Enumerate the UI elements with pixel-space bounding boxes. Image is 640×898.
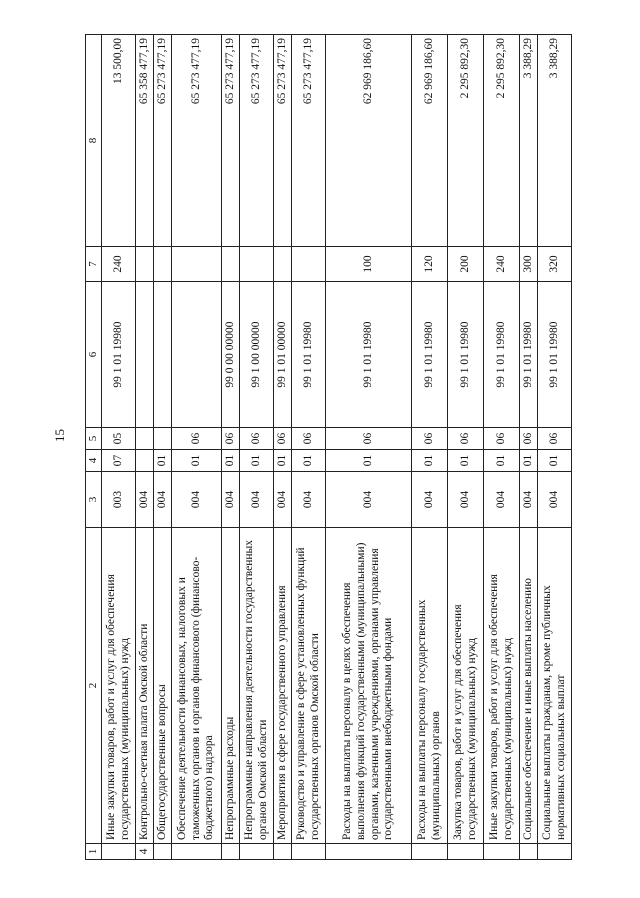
admin-code-cell: 004 [172,472,222,528]
amount-cell: 3 388,29 [520,35,538,247]
subsection-cell: 06 [484,428,520,450]
target-article-cell: 99 1 01 19980 [292,282,326,428]
target-article-cell [154,282,172,428]
amount-cell: 13 500,00 [102,35,136,247]
table-row [326,35,412,860]
row-number-cell [412,844,448,860]
subsection-cell: 06 [520,428,538,450]
expense-type-cell: 320 [538,247,572,282]
row-number-cell [240,844,274,860]
table-row [222,35,240,860]
header-cell: 7 [86,247,102,282]
row-number-cell [520,844,538,860]
table-row [172,35,222,860]
table-row [412,35,448,860]
section-cell: 01 [222,450,240,472]
admin-code-cell: 004 [520,472,538,528]
row-number-cell [326,844,412,860]
table-row [154,35,172,860]
amount-cell: 65 273 477,19 [172,35,222,247]
amount-cell: 65 273 477,19 [240,35,274,247]
target-article-cell [136,282,154,428]
item-name-cell: Обеспечение деятельности финансовых, налоговых и таможенных органов и органов финансового (финансово-бюджетного) надзора [172,528,222,844]
subsection-cell: 06 [326,428,412,450]
section-cell: 01 [292,450,326,472]
item-name-cell: Социальные выплаты гражданам, кроме публичных нормативных социальных выплат [538,528,572,844]
page-number: 15 [52,429,67,442]
section-cell [136,450,154,472]
section-cell: 01 [538,450,572,472]
expense-type-cell: 240 [484,247,520,282]
table-row [102,35,136,860]
subsection-cell: 06 [222,428,240,450]
item-name-cell: Контрольно-счетная палата Омской области [136,528,154,844]
item-name-cell: Социальное обеспечение и иные выплаты населению [520,528,538,844]
row-number-cell [274,844,292,860]
header-cell: 8 [86,35,102,247]
header-cell: 2 [86,528,102,844]
subsection-cell: 06 [240,428,274,450]
expense-type-cell [222,247,240,282]
section-cell: 01 [172,450,222,472]
section-cell: 01 [484,450,520,472]
amount-cell: 2 295 892,30 [484,35,520,247]
header-row [86,35,102,860]
table-row [538,35,572,860]
subsection-cell: 06 [538,428,572,450]
expense-type-cell [274,247,292,282]
amount-cell: 62 969 186,60 [326,35,412,247]
item-name-cell: Непрограммные направления деятельности государственных органов Омской области [240,528,274,844]
admin-code-cell: 004 [412,472,448,528]
row-number-cell [484,844,520,860]
admin-code-cell: 004 [136,472,154,528]
expense-type-cell [240,247,274,282]
admin-code-cell: 004 [538,472,572,528]
row-number-cell [448,844,484,860]
table-row [292,35,326,860]
subsection-cell [154,428,172,450]
amount-cell: 3 388,29 [538,35,572,247]
admin-code-cell: 004 [326,472,412,528]
item-name-cell: Расходы на выплаты персоналу в целях обеспечения выполнения функций государственными (муниципальными) органами, казенными учреждениями, органами управления государственными внебюджетными фондами [326,528,412,844]
item-name-cell: Закупка товаров, работ и услуг для обеспечения государственных (муниципальных) нужд [448,528,484,844]
table-row [274,35,292,860]
admin-code-cell: 004 [448,472,484,528]
subsection-cell: 06 [448,428,484,450]
admin-code-cell: 004 [484,472,520,528]
expense-type-cell [172,247,222,282]
expense-type-cell: 240 [102,247,136,282]
admin-code-cell: 004 [274,472,292,528]
target-article-cell: 99 1 00 00000 [240,282,274,428]
target-article-cell [172,282,222,428]
section-cell: 01 [274,450,292,472]
subsection-cell: 06 [274,428,292,450]
item-name-cell: Общегосударственные вопросы [154,528,172,844]
subsection-cell: 06 [412,428,448,450]
row-number-cell: 4 [136,844,154,860]
row-number-cell [102,844,136,860]
table-row [484,35,520,860]
amount-cell: 65 273 477,19 [154,35,172,247]
admin-code-cell: 004 [222,472,240,528]
amount-cell: 62 969 186,60 [412,35,448,247]
table-row [136,35,154,860]
admin-code-cell: 003 [102,472,136,528]
header-cell: 6 [86,282,102,428]
expense-type-cell [292,247,326,282]
expense-type-cell: 120 [412,247,448,282]
item-name-cell: Иные закупки товаров, работ и услуг для обеспечения государственных (муниципальных) нужд [102,528,136,844]
target-article-cell: 99 1 01 19980 [102,282,136,428]
amount-cell: 2 295 892,30 [448,35,484,247]
subsection-cell: 06 [292,428,326,450]
expense-type-cell [136,247,154,282]
table-row [448,35,484,860]
target-article-cell: 99 1 01 00000 [274,282,292,428]
target-article-cell: 99 0 00 00000 [222,282,240,428]
header-cell: 1 [86,844,102,860]
section-cell: 01 [412,450,448,472]
target-article-cell: 99 1 01 19980 [412,282,448,428]
row-number-cell [292,844,326,860]
admin-code-cell: 004 [154,472,172,528]
admin-code-cell: 004 [292,472,326,528]
section-cell: 01 [448,450,484,472]
row-number-cell [172,844,222,860]
item-name-cell: Иные закупки товаров, работ и услуг для обеспечения государственных (муниципальных) нужд [484,528,520,844]
expense-type-cell: 200 [448,247,484,282]
table-row [520,35,538,860]
admin-code-cell: 004 [240,472,274,528]
item-name-cell: Непрограммные расходы [222,528,240,844]
row-number-cell [538,844,572,860]
subsection-cell [136,428,154,450]
item-name-cell: Руководство и управление в сфере установленных функций государственных органов Омской области [292,528,326,844]
amount-cell: 65 358 477,19 [136,35,154,247]
row-number-cell [154,844,172,860]
expense-type-cell: 300 [520,247,538,282]
amount-cell: 65 273 477,19 [222,35,240,247]
section-cell: 01 [240,450,274,472]
target-article-cell: 99 1 01 19980 [538,282,572,428]
target-article-cell: 99 1 01 19980 [448,282,484,428]
amount-cell: 65 273 477,19 [274,35,292,247]
table-row [240,35,274,860]
row-number-cell [222,844,240,860]
target-article-cell: 99 1 01 19980 [484,282,520,428]
section-cell: 01 [154,450,172,472]
budget-table [85,34,572,860]
subsection-cell: 06 [172,428,222,450]
budget-table-container [85,35,613,860]
item-name-cell: Мероприятия в сфере государственного управления [274,528,292,844]
header-cell: 4 [86,450,102,472]
target-article-cell: 99 1 01 19980 [520,282,538,428]
section-cell: 01 [326,450,412,472]
expense-type-cell: 100 [326,247,412,282]
amount-cell: 65 273 477,19 [292,35,326,247]
section-cell: 01 [520,450,538,472]
section-cell: 07 [102,450,136,472]
header-cell: 3 [86,472,102,528]
target-article-cell: 99 1 01 19980 [326,282,412,428]
item-name-cell: Расходы на выплаты персоналу государственных (муниципальных) органов [412,528,448,844]
expense-type-cell [154,247,172,282]
header-cell: 5 [86,428,102,450]
subsection-cell: 05 [102,428,136,450]
